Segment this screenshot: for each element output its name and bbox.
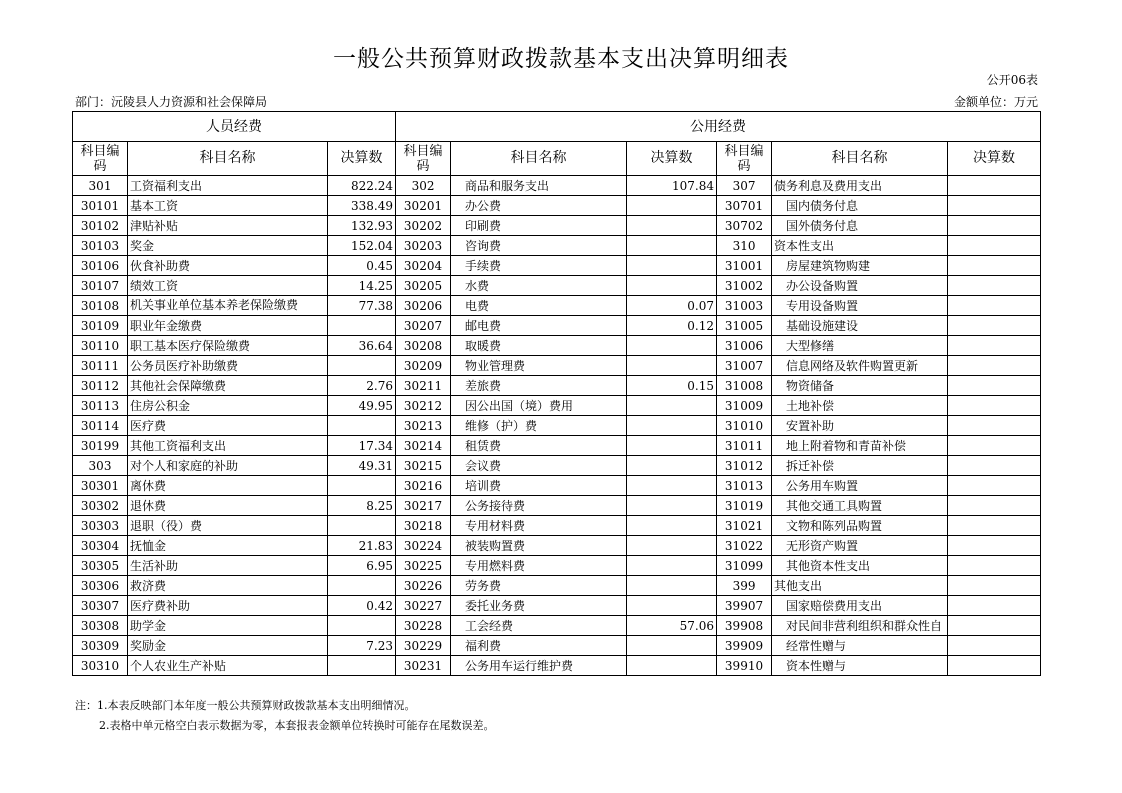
cell-amount xyxy=(948,176,1041,196)
cell-code: 30206 xyxy=(396,296,451,316)
table-row xyxy=(73,656,1041,676)
cell-amount xyxy=(627,236,717,256)
cell-amount: 8.25 xyxy=(328,496,396,516)
col-header-amount: 决算数 xyxy=(328,142,396,176)
table-row xyxy=(73,176,1041,196)
cell-name: 国家赔偿费用支出 xyxy=(772,596,948,616)
cell-amount xyxy=(328,476,396,496)
cell-amount: 7.23 xyxy=(328,636,396,656)
table-row xyxy=(73,376,1041,396)
cell-name: 拆迁补偿 xyxy=(772,456,948,476)
cell-code: 31005 xyxy=(717,316,772,336)
col-header-code: 科目编码 xyxy=(717,142,772,176)
cell-name: 房屋建筑物购建 xyxy=(772,256,948,276)
cell-amount xyxy=(627,596,717,616)
cell-code: 30702 xyxy=(717,216,772,236)
cell-code: 31010 xyxy=(717,416,772,436)
cell-code: 30113 xyxy=(73,396,128,416)
cell-code: 302 xyxy=(396,176,451,196)
cell-name: 专用材料费 xyxy=(451,516,627,536)
cell-name: 信息网络及软件购置更新 xyxy=(772,356,948,376)
cell-name: 助学金 xyxy=(128,616,328,636)
cell-code: 30214 xyxy=(396,436,451,456)
cell-amount: 0.07 xyxy=(627,296,717,316)
cell-amount xyxy=(948,576,1041,596)
cell-amount xyxy=(627,496,717,516)
cell-code: 30108 xyxy=(73,296,128,316)
cell-name: 办公设备购置 xyxy=(772,276,948,296)
cell-name: 大型修缮 xyxy=(772,336,948,356)
table-row xyxy=(73,476,1041,496)
cell-name: 专用设备购置 xyxy=(772,296,948,316)
cell-amount: 77.38 xyxy=(328,296,396,316)
cell-amount xyxy=(948,316,1041,336)
cell-code: 30205 xyxy=(396,276,451,296)
cell-code: 30215 xyxy=(396,456,451,476)
cell-amount xyxy=(627,256,717,276)
cell-code: 30201 xyxy=(396,196,451,216)
cell-amount xyxy=(948,236,1041,256)
cell-name: 水费 xyxy=(451,276,627,296)
col-header-code: 科目编码 xyxy=(396,142,451,176)
cell-amount: 107.84 xyxy=(627,176,717,196)
cell-amount: 21.83 xyxy=(328,536,396,556)
cell-amount xyxy=(627,556,717,576)
cell-code: 30111 xyxy=(73,356,128,376)
cell-name: 资本性赠与 xyxy=(772,656,948,676)
cell-amount xyxy=(948,376,1041,396)
table-row xyxy=(73,636,1041,656)
cell-name: 会议费 xyxy=(451,456,627,476)
cell-name: 对个人和家庭的补助 xyxy=(128,456,328,476)
group-header-public: 公用经费 xyxy=(396,112,1041,142)
cell-name: 津贴补贴 xyxy=(128,216,328,236)
cell-name: 公务用车运行维护费 xyxy=(451,656,627,676)
cell-name: 其他交通工具购置 xyxy=(772,496,948,516)
cell-amount xyxy=(627,216,717,236)
cell-amount: 2.76 xyxy=(328,376,396,396)
cell-name: 退职（役）费 xyxy=(128,516,328,536)
cell-name: 个人农业生产补贴 xyxy=(128,656,328,676)
cell-amount xyxy=(948,656,1041,676)
cell-name: 无形资产购置 xyxy=(772,536,948,556)
cell-amount xyxy=(948,416,1041,436)
cell-code: 30212 xyxy=(396,396,451,416)
cell-code: 31011 xyxy=(717,436,772,456)
cell-code: 39907 xyxy=(717,596,772,616)
cell-amount xyxy=(948,496,1041,516)
cell-code: 30228 xyxy=(396,616,451,636)
table-row xyxy=(73,516,1041,536)
cell-code: 30199 xyxy=(73,436,128,456)
cell-code: 30106 xyxy=(73,256,128,276)
cell-code: 30306 xyxy=(73,576,128,596)
cell-code: 30217 xyxy=(396,496,451,516)
cell-code: 39909 xyxy=(717,636,772,656)
cell-code: 30208 xyxy=(396,336,451,356)
cell-amount xyxy=(627,196,717,216)
table-notes xyxy=(75,696,495,736)
cell-code: 31013 xyxy=(717,476,772,496)
cell-name: 培训费 xyxy=(451,476,627,496)
cell-name: 工资福利支出 xyxy=(128,176,328,196)
table-row xyxy=(73,216,1041,236)
table-row xyxy=(73,336,1041,356)
cell-code: 30102 xyxy=(73,216,128,236)
cell-name: 地上附着物和青苗补偿 xyxy=(772,436,948,456)
cell-code: 31022 xyxy=(717,536,772,556)
cell-code: 31007 xyxy=(717,356,772,376)
cell-amount: 6.95 xyxy=(328,556,396,576)
cell-name: 住房公积金 xyxy=(128,396,328,416)
table-row xyxy=(73,416,1041,436)
cell-name: 退休费 xyxy=(128,496,328,516)
col-header-code: 科目编码 xyxy=(73,142,128,176)
page-title: 一般公共预算财政拨款基本支出决算明细表 xyxy=(333,46,789,72)
cell-code: 30309 xyxy=(73,636,128,656)
cell-code: 30305 xyxy=(73,556,128,576)
cell-name: 抚恤金 xyxy=(128,536,328,556)
cell-amount: 822.24 xyxy=(328,176,396,196)
cell-amount xyxy=(328,316,396,336)
cell-code: 30114 xyxy=(73,416,128,436)
form-number: 公开06表 xyxy=(986,73,1038,87)
cell-amount xyxy=(627,656,717,676)
cell-code: 31002 xyxy=(717,276,772,296)
table-row xyxy=(73,256,1041,276)
cell-code: 30203 xyxy=(396,236,451,256)
cell-name: 离休费 xyxy=(128,476,328,496)
cell-amount xyxy=(328,576,396,596)
cell-amount xyxy=(948,216,1041,236)
cell-name: 公务接待费 xyxy=(451,496,627,516)
cell-amount xyxy=(948,616,1041,636)
cell-name: 国外债务付息 xyxy=(772,216,948,236)
cell-code: 30216 xyxy=(396,476,451,496)
cell-name: 奖励金 xyxy=(128,636,328,656)
cell-code: 30304 xyxy=(73,536,128,556)
cell-amount: 49.95 xyxy=(328,396,396,416)
cell-code: 31021 xyxy=(717,516,772,536)
cell-name: 电费 xyxy=(451,296,627,316)
cell-amount xyxy=(627,516,717,536)
cell-name: 办公费 xyxy=(451,196,627,216)
cell-name: 安置补助 xyxy=(772,416,948,436)
cell-name: 国内债务付息 xyxy=(772,196,948,216)
cell-name: 因公出国（境）费用 xyxy=(451,396,627,416)
cell-name: 公务员医疗补助缴费 xyxy=(128,356,328,376)
cell-code: 30204 xyxy=(396,256,451,276)
cell-code: 30202 xyxy=(396,216,451,236)
cell-amount: 132.93 xyxy=(328,216,396,236)
cell-amount: 17.34 xyxy=(328,436,396,456)
col-header-name: 科目名称 xyxy=(451,142,627,176)
cell-amount xyxy=(948,256,1041,276)
cell-name: 医疗费补助 xyxy=(128,596,328,616)
cell-amount xyxy=(627,396,717,416)
cell-amount xyxy=(948,596,1041,616)
cell-code: 30207 xyxy=(396,316,451,336)
cell-name: 奖金 xyxy=(128,236,328,256)
table-row xyxy=(73,456,1041,476)
table-row xyxy=(73,356,1041,376)
cell-name: 资本性支出 xyxy=(772,236,948,256)
cell-code: 399 xyxy=(717,576,772,596)
cell-code: 30227 xyxy=(396,596,451,616)
cell-name: 维修（护）费 xyxy=(451,416,627,436)
cell-code: 301 xyxy=(73,176,128,196)
cell-name: 经常性赠与 xyxy=(772,636,948,656)
cell-code: 30301 xyxy=(73,476,128,496)
cell-amount: 0.15 xyxy=(627,376,717,396)
cell-code: 30211 xyxy=(396,376,451,396)
cell-code: 39910 xyxy=(717,656,772,676)
cell-name: 生活补助 xyxy=(128,556,328,576)
cell-amount xyxy=(328,356,396,376)
cell-amount xyxy=(948,636,1041,656)
cell-code: 310 xyxy=(717,236,772,256)
note-2: 2.表格中单元格空白表示数据为零，本套报表金额单位转换时可能存在尾数误差。 xyxy=(99,719,495,732)
cell-code: 30101 xyxy=(73,196,128,216)
cell-code: 30110 xyxy=(73,336,128,356)
cell-code: 30302 xyxy=(73,496,128,516)
cell-amount xyxy=(948,356,1041,376)
cell-name: 其他社会保障缴费 xyxy=(128,376,328,396)
cell-amount xyxy=(627,456,717,476)
cell-code: 30103 xyxy=(73,236,128,256)
cell-code: 30107 xyxy=(73,276,128,296)
cell-amount xyxy=(627,436,717,456)
col-header-name: 科目名称 xyxy=(772,142,948,176)
cell-amount xyxy=(948,276,1041,296)
col-header-amount: 决算数 xyxy=(627,142,717,176)
cell-amount xyxy=(627,276,717,296)
cell-amount xyxy=(948,456,1041,476)
table-row xyxy=(73,276,1041,296)
table-row xyxy=(73,536,1041,556)
cell-code: 30308 xyxy=(73,616,128,636)
table-row xyxy=(73,296,1041,316)
cell-amount xyxy=(627,536,717,556)
cell-name: 取暖费 xyxy=(451,336,627,356)
cell-amount: 57.06 xyxy=(627,616,717,636)
cell-amount xyxy=(948,516,1041,536)
col-header-name: 科目名称 xyxy=(128,142,328,176)
col-header-amount: 决算数 xyxy=(948,142,1041,176)
cell-amount xyxy=(948,296,1041,316)
cell-code: 31003 xyxy=(717,296,772,316)
cell-code: 30229 xyxy=(396,636,451,656)
cell-code: 30226 xyxy=(396,576,451,596)
cell-name: 绩效工资 xyxy=(128,276,328,296)
cell-amount: 152.04 xyxy=(328,236,396,256)
cell-name: 福利费 xyxy=(451,636,627,656)
cell-code: 303 xyxy=(73,456,128,476)
department-label: 部门：沅陵县人力资源和社会保障局 xyxy=(75,95,268,109)
cell-amount xyxy=(948,436,1041,456)
expenditure-table xyxy=(72,111,1041,676)
cell-name: 债务利息及费用支出 xyxy=(772,176,948,196)
cell-code: 307 xyxy=(717,176,772,196)
table-body xyxy=(73,176,1041,676)
cell-amount xyxy=(948,556,1041,576)
cell-code: 31001 xyxy=(717,256,772,276)
cell-code: 30307 xyxy=(73,596,128,616)
cell-name: 被装购置费 xyxy=(451,536,627,556)
cell-name: 其他资本性支出 xyxy=(772,556,948,576)
cell-amount xyxy=(627,416,717,436)
cell-name: 物业管理费 xyxy=(451,356,627,376)
cell-code: 31006 xyxy=(717,336,772,356)
cell-name: 差旅费 xyxy=(451,376,627,396)
cell-name: 印刷费 xyxy=(451,216,627,236)
cell-amount xyxy=(627,576,717,596)
cell-name: 医疗费 xyxy=(128,416,328,436)
cell-name: 公务用车购置 xyxy=(772,476,948,496)
cell-name: 专用燃料费 xyxy=(451,556,627,576)
cell-name: 物资储备 xyxy=(772,376,948,396)
cell-amount: 338.49 xyxy=(328,196,396,216)
cell-code: 30310 xyxy=(73,656,128,676)
table-row xyxy=(73,576,1041,596)
table-row xyxy=(73,436,1041,456)
cell-name: 邮电费 xyxy=(451,316,627,336)
table-row xyxy=(73,496,1041,516)
table-row xyxy=(73,236,1041,256)
table-row xyxy=(73,396,1041,416)
cell-amount xyxy=(948,396,1041,416)
cell-code: 30701 xyxy=(717,196,772,216)
table-row xyxy=(73,556,1041,576)
cell-name: 土地补偿 xyxy=(772,396,948,416)
cell-amount xyxy=(948,336,1041,356)
cell-amount: 0.42 xyxy=(328,596,396,616)
cell-amount: 0.45 xyxy=(328,256,396,276)
cell-name: 工会经费 xyxy=(451,616,627,636)
cell-amount xyxy=(627,356,717,376)
cell-amount xyxy=(328,516,396,536)
cell-name: 其他支出 xyxy=(772,576,948,596)
cell-name: 职工基本医疗保险缴费 xyxy=(128,336,328,356)
cell-amount xyxy=(328,416,396,436)
cell-amount xyxy=(627,336,717,356)
cell-code: 30231 xyxy=(396,656,451,676)
cell-name: 商品和服务支出 xyxy=(451,176,627,196)
cell-name: 委托业务费 xyxy=(451,596,627,616)
cell-code: 30303 xyxy=(73,516,128,536)
cell-code: 30225 xyxy=(396,556,451,576)
cell-code: 30209 xyxy=(396,356,451,376)
amount-unit-label: 金额单位：万元 xyxy=(953,95,1038,109)
cell-code: 30112 xyxy=(73,376,128,396)
table-row xyxy=(73,316,1041,336)
cell-name: 伙食补助费 xyxy=(128,256,328,276)
cell-name: 其他工资福利支出 xyxy=(128,436,328,456)
cell-code: 39908 xyxy=(717,616,772,636)
cell-amount: 0.12 xyxy=(627,316,717,336)
cell-code: 30218 xyxy=(396,516,451,536)
cell-amount xyxy=(948,536,1041,556)
cell-amount xyxy=(328,616,396,636)
cell-code: 31008 xyxy=(717,376,772,396)
cell-name: 咨询费 xyxy=(451,236,627,256)
cell-code: 30213 xyxy=(396,416,451,436)
cell-amount xyxy=(627,476,717,496)
cell-code: 30224 xyxy=(396,536,451,556)
cell-code: 30109 xyxy=(73,316,128,336)
table-row xyxy=(73,596,1041,616)
cell-name: 手续费 xyxy=(451,256,627,276)
cell-code: 31019 xyxy=(717,496,772,516)
cell-code: 31012 xyxy=(717,456,772,476)
cell-amount xyxy=(948,196,1041,216)
cell-name: 文物和陈列品购置 xyxy=(772,516,948,536)
cell-name: 租赁费 xyxy=(451,436,627,456)
cell-code: 31009 xyxy=(717,396,772,416)
group-header-personnel: 人员经费 xyxy=(73,112,396,142)
cell-amount xyxy=(328,656,396,676)
cell-name: 基本工资 xyxy=(128,196,328,216)
cell-name: 劳务费 xyxy=(451,576,627,596)
cell-amount: 14.25 xyxy=(328,276,396,296)
cell-name: 对民间非营利组织和群众性自 xyxy=(772,616,948,636)
cell-name: 救济费 xyxy=(128,576,328,596)
cell-name: 机关事业单位基本养老保险缴费 xyxy=(128,296,328,316)
cell-amount: 36.64 xyxy=(328,336,396,356)
cell-amount xyxy=(627,636,717,656)
cell-name: 基础设施建设 xyxy=(772,316,948,336)
table-row xyxy=(73,616,1041,636)
cell-name: 职业年金缴费 xyxy=(128,316,328,336)
cell-code: 31099 xyxy=(717,556,772,576)
note-1: 注：1.本表反映部门本年度一般公共预算财政拨款基本支出明细情况。 xyxy=(75,699,416,712)
cell-amount xyxy=(948,476,1041,496)
table-row xyxy=(73,196,1041,216)
cell-amount: 49.31 xyxy=(328,456,396,476)
